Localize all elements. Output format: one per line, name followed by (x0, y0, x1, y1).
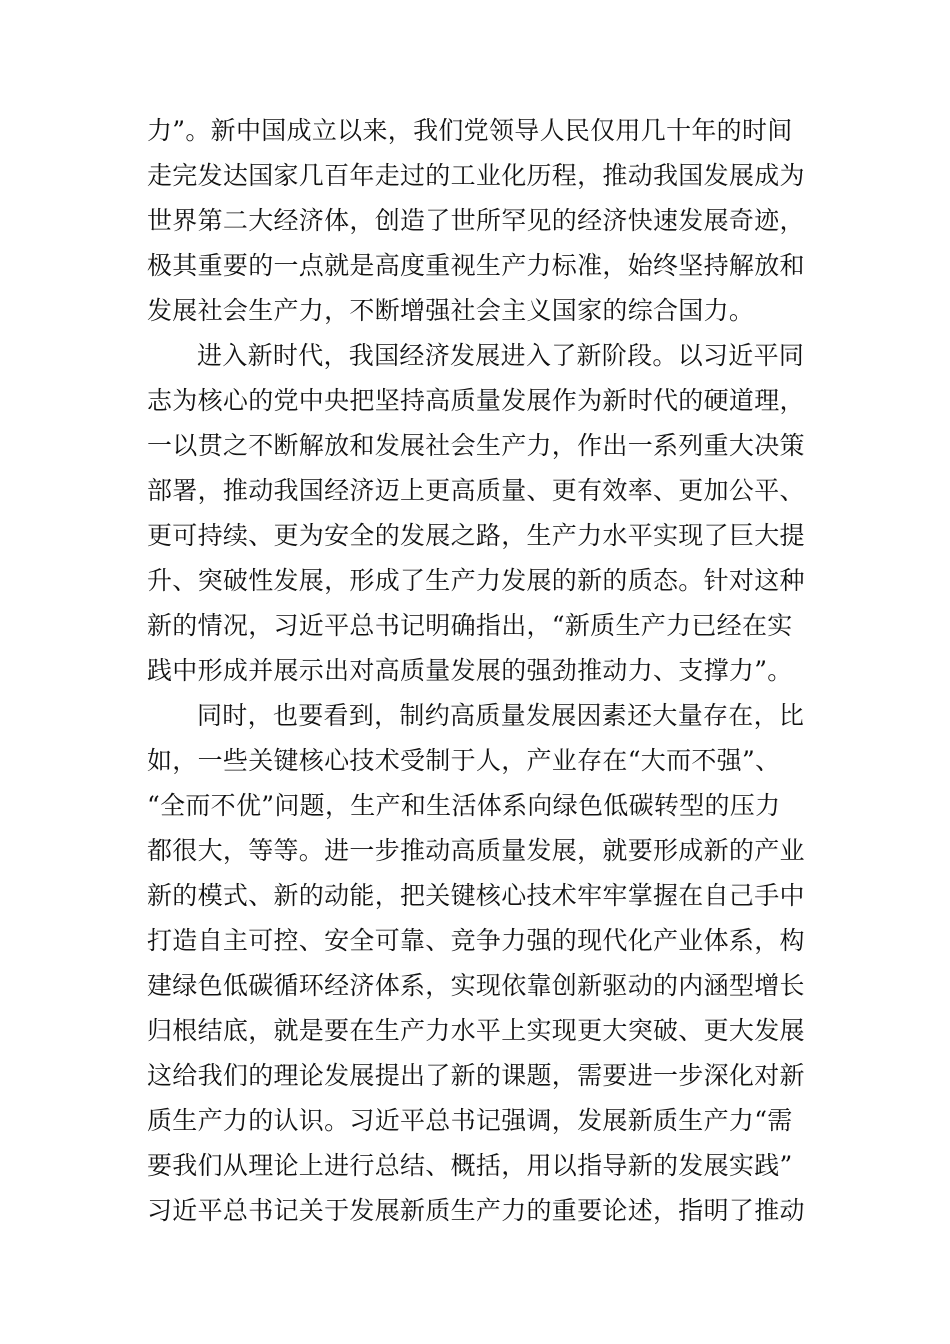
text-line: 发展社会生产力，不断增强社会主义国家的综合国力。 (147, 296, 755, 325)
text-line: 建绿色低碳循环经济体系，实现依靠创新驱动的内涵型增长 (147, 971, 805, 1000)
paragraph (147, 108, 807, 333)
text-line: 归根结底，就是要在生产力水平上实现更大突破、更大发展 (147, 1016, 805, 1045)
text-line: 进入新时代，我国经济发展进入了新阶段。以习近平同 (197, 341, 805, 370)
text-line: 如，一些关键核心技术受制于人，产业存在“大而不强”、 (147, 746, 781, 775)
text-line: 都很大，等等。进一步推动高质量发展，就要形成新的产业 (147, 836, 805, 865)
text-line: 践中形成并展示出对高质量发展的强劲推动力、支撑力”。 (147, 656, 793, 685)
text-line: 习近平总书记关于发展新质生产力的重要论述，指明了推动 (147, 1196, 805, 1225)
text-line: 质生产力的认识。习近平总书记强调，发展新质生产力“需 (147, 1106, 793, 1135)
text-line: 部署，推动我国经济迈上更高质量、更有效率、更加公平、 (147, 476, 805, 505)
text-line: 极其重要的一点就是高度重视生产力标准，始终坚持解放和 (147, 251, 805, 280)
text-line: 更可持续、更为安全的发展之路，生产力水平实现了巨大提 (147, 521, 805, 550)
paragraph (147, 333, 807, 693)
document-body (147, 108, 807, 1233)
text-line: 走完发达国家几百年走过的工业化历程，推动我国发展成为 (147, 161, 805, 190)
text-line: 升、突破性发展，形成了生产力发展的新的质态。针对这种 (147, 566, 805, 595)
text-line: 志为核心的党中央把坚持高质量发展作为新时代的硬道理， (147, 386, 805, 415)
text-line: 要我们从理论上进行总结、概括，用以指导新的发展实践” (147, 1151, 793, 1180)
text-line: 这给我们的理论发展提出了新的课题，需要进一步深化对新 (147, 1061, 805, 1090)
text-line: 同时，也要看到，制约高质量发展因素还大量存在，比 (197, 701, 805, 730)
text-line: “全而不优”问题，生产和生活体系向绿色低碳转型的压力 (147, 791, 781, 820)
text-line: 力”。新中国成立以来，我们党领导人民仅用几十年的时间 (147, 116, 793, 145)
paragraph (147, 693, 807, 1233)
text-line: 打造自主可控、安全可靠、竞争力强的现代化产业体系，构 (147, 926, 805, 955)
text-line: 一以贯之不断解放和发展社会生产力，作出一系列重大决策 (147, 431, 805, 460)
text-line: 新的情况，习近平总书记明确指出，“新质生产力已经在实 (147, 611, 793, 640)
text-line: 世界第二大经济体，创造了世所罕见的经济快速发展奇迹， (147, 206, 805, 235)
text-line: 新的模式、新的动能，把关键核心技术牢牢掌握在自己手中 (147, 881, 805, 910)
